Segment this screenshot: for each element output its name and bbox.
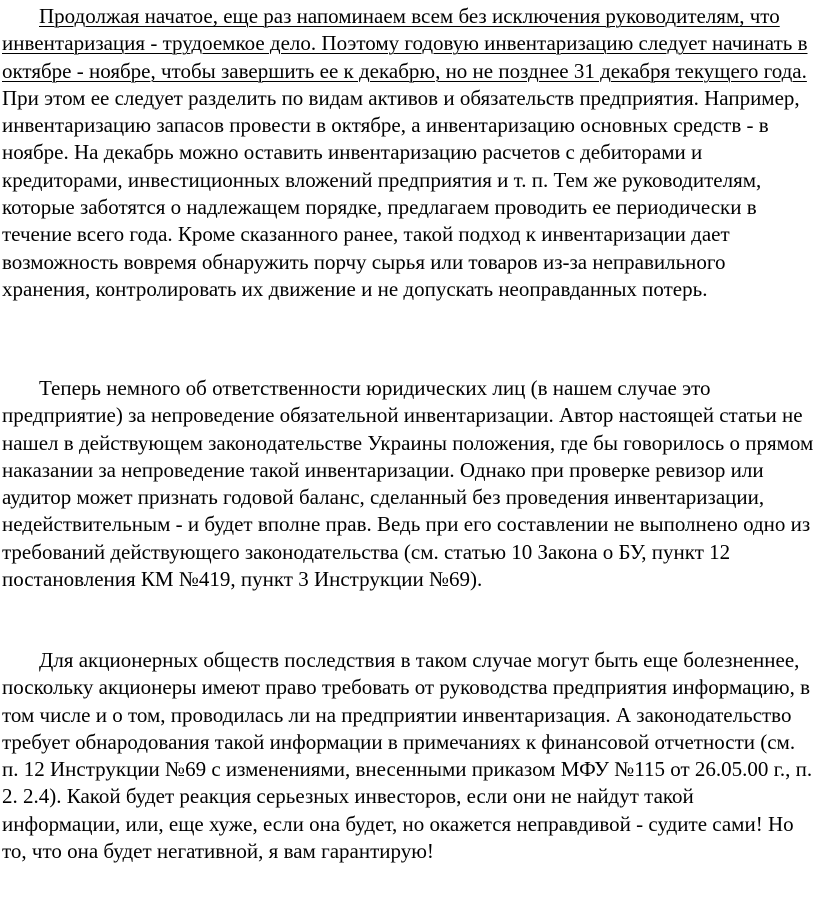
paragraph-3-text: Для акционерных обществ последствия в таком случае могут быть еще болезненнее, поскольку акционеры имеют право требовать от руководства предприятия информацию, в том числе и о том, проводилась ли на предприятии инвентаризация. А законодательство требует обнародования такой информации в примечаниях к финансовой отчетности (см. п. 12 Инструкции №69 с изменениями, внесенными приказом МФУ №115 от 26.05.00 г., п. 2. 2.4). Какой будет реакция серьезных инвесторов, если они не найдут такой информации, или, еще хуже, если она будет, но окажется неправдивой - судите сами! Но то, что она будет негативной, я вам гарантирую!	[2, 648, 813, 864]
paragraph-1-text: При этом ее следует разделить по видам активов и обязательств предприятия. Например, инвентаризацию запасов провести в октябре, а инвентаризацию основных средств - в ноябре. На декабрь можно оставить инвентаризацию расчетов с дебиторами и кредиторами, инвестиционных вложений предприятия и т. п. Тем же руководителям, которые заботятся о надлежащем порядке, предлагаем проводить ее периодически в течение всего года. Кроме сказанного ранее, такой подход к инвентаризации дает возможность вовремя обнаружить порчу сырья или товаров из-за неправильного хранения, контролировать их движение и не допускать неоправданных потерь.	[2, 85, 800, 301]
paragraph-1-underlined-text: Продолжая начатое, еще раз напоминаем всем без исключения руководителям, что инвентаризация - трудоемкое дело. Поэтому годовую инвентаризацию следует начинать в октябре - ноябре, чтобы завершить ее к декабрю, но не позднее 31 декабря текущего года.	[2, 4, 808, 83]
paragraph-3	[2, 647, 815, 865]
paragraph-2	[2, 375, 815, 593]
paragraph-2-text: Теперь немного об ответственности юридических лиц (в нашем случае это предприятие) за непроведение обязательной инвентаризации. Автор настоящей статьи не нашел в действующем законодательстве Украины положения, где бы говорилось о прямом наказании за непроведение такой инвентаризации. Однако при проверке ревизор или аудитор может признать годовой баланс, сделанный без проведения инвентаризации, недействительным - и будет вполне прав. Ведь при его составлении не выполнено одно из требований действующего законодательства (см. статью 10 Закона о БУ, пункт 12 постановления КМ №419, пункт 3 Инструкции №69).	[2, 376, 814, 592]
paragraph-1	[2, 3, 815, 303]
